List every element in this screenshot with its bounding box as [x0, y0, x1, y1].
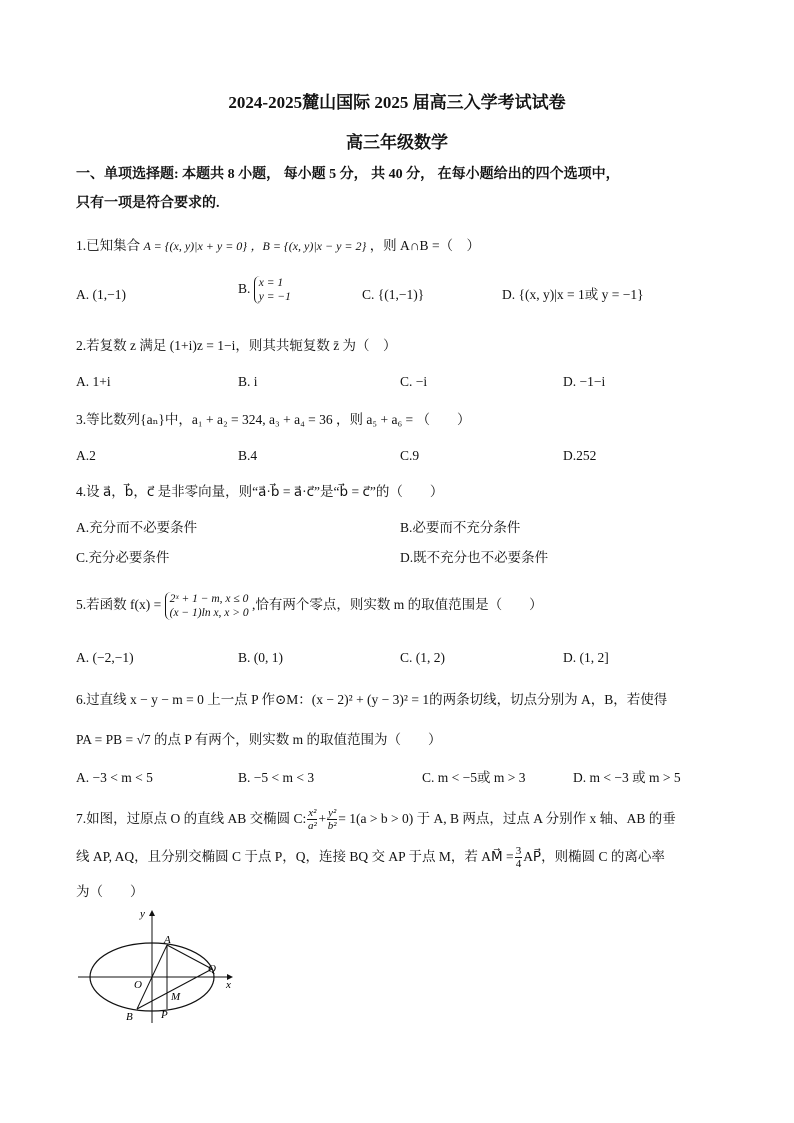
- q3-option-a[interactable]: A.2: [76, 448, 96, 463]
- q1-option-d[interactable]: D. {(x, y)|x = 1或 y = −1}: [502, 287, 644, 302]
- q4-option-a[interactable]: A.充分而不必要条件: [76, 520, 198, 535]
- q7-ellipse-x-den: a²: [307, 820, 317, 833]
- label-b: B: [126, 1011, 133, 1023]
- question-1-stem: [76, 236, 734, 256]
- q5-case-1: 2ˣ + 1 − m, x ≤ 0: [169, 592, 249, 605]
- q1-option-b-row1: x = 1: [258, 277, 284, 289]
- q7-ratio-num: 3: [515, 845, 522, 858]
- q1-option-b-system: [254, 276, 291, 304]
- q2-option-d[interactable]: D. −1−i: [563, 374, 606, 389]
- q7-ellipse-x-term: [307, 807, 317, 832]
- q6-option-b[interactable]: B. −5 < m < 3: [238, 770, 315, 785]
- q7-line2-prefix: 线 AP, AQ，且分别交椭圆 C 于点 P，Q，连接 BQ 交 AP 于点 M，若 AM⃗ =: [76, 849, 514, 864]
- question-7-line1: 7.如图，过原点 O 的直线 AB 交椭圆 C: $\frac{\text{x²}}{\text{a²}}$ + $\frac{\text{y²}}{\text{b²}}$ = 1(a > b > 0) 于 A, B 两点，过点 A 分别作 x 轴、AB 的垂: [76, 807, 676, 833]
- question-4-stem: 4.设 a⃗，b⃗，c⃗ 是非零向量，则“a⃗·b⃗ = a⃗·c⃗”是“b⃗ = c⃗”的（ ）: [76, 484, 444, 499]
- question-7-line3: 为（ ）: [76, 884, 144, 899]
- label-q: Q: [208, 963, 216, 975]
- q2-option-b[interactable]: B. i: [238, 374, 258, 389]
- q2-option-a[interactable]: A. 1+i: [76, 374, 111, 389]
- question-5-stem: [76, 588, 734, 622]
- q7-line2-suffix: AP⃗，则椭圆 C 的离心率: [523, 849, 665, 864]
- label-p: P: [161, 1009, 168, 1021]
- q3-option-d[interactable]: D.252: [563, 448, 597, 463]
- q3-option-c[interactable]: C.9: [400, 448, 420, 463]
- q5-option-a[interactable]: A. (−2,−1): [76, 650, 134, 665]
- q5-case-2: (x − 1)ln x, x > 0: [169, 606, 249, 619]
- label-o: O: [134, 979, 142, 991]
- q4-option-b[interactable]: B.必要而不充分条件: [400, 520, 521, 535]
- q7-line1-suffix: = 1(a > b > 0) 于 A, B 两点，过点 A 分别作 x 轴、AB 的垂: [338, 811, 676, 826]
- q5-piecewise: [165, 592, 249, 620]
- q1-stem-prefix: 1.已知集合: [76, 238, 141, 253]
- label-a: A: [164, 934, 171, 946]
- q7-ellipse-y-den: b²: [327, 820, 337, 833]
- q6-option-a[interactable]: A. −3 < m < 5: [76, 770, 153, 785]
- q4-option-d[interactable]: D.既不充分也不必要条件: [400, 550, 549, 565]
- label-m: M: [171, 991, 181, 1003]
- q4-option-c[interactable]: C.充分必要条件: [76, 550, 170, 565]
- q5-stem-suffix: ,恰有两个零点，则实数 m 的取值范围是（ ）: [252, 597, 543, 612]
- q6-option-c[interactable]: C. m < −5或 m > 3: [422, 770, 526, 785]
- q1-option-b-row2: y = −1: [258, 291, 291, 303]
- exam-title: 2024-2025麓山国际 2025 届高三入学考试试卷: [228, 93, 566, 112]
- question-7-line2: [76, 842, 734, 872]
- q1-stem-suffix: ，则 A∩B =（ ）: [369, 238, 481, 253]
- q1-option-b-label: B.: [238, 281, 251, 297]
- label-y: y: [140, 908, 145, 920]
- q7-ellipse-y-num: y²: [328, 807, 337, 820]
- q1-option-b[interactable]: [238, 276, 291, 304]
- line-bq: [137, 969, 212, 1009]
- question-6-line1: 6.过直线 x − y − m = 0 上一点 P 作⊙M：(x − 2)² + (y − 3)² = 1的两条切线，切点分别为 A，B，若使得: [76, 692, 668, 707]
- q5-option-d[interactable]: D. (1, 2]: [563, 650, 609, 665]
- label-x: x: [226, 979, 231, 991]
- line-aq: [167, 945, 212, 969]
- q6-option-d[interactable]: D. m < −3 或 m > 5: [573, 770, 681, 785]
- q2-option-c[interactable]: C. −i: [400, 374, 428, 389]
- question-3-stem: 3.等比数列{aₙ}中，a₁ + a₂ = 324, a₃ + a₄ = 36 ，则 a₅ + a₆ = （ ）: [76, 412, 471, 427]
- question-6-line2: PA = PB = √7 的点 P 有两个，则实数 m 的取值范围为（ ）: [76, 732, 442, 747]
- q1-set-a: A = {(x, y)|x + y = 0}: [143, 239, 248, 253]
- q5-option-c[interactable]: C. (1, 2): [400, 650, 445, 665]
- q3-option-b[interactable]: B.4: [238, 448, 258, 463]
- q7-line1-prefix: 7.如图，过原点 O 的直线 AB 交椭圆 C:: [76, 811, 307, 826]
- q1-option-c[interactable]: C. {(1,−1)}: [362, 287, 425, 302]
- q7-ellipse-y-term: [327, 807, 337, 832]
- q7-ratio-den: 4: [515, 858, 522, 871]
- exam-subtitle: 高三年级数学: [346, 133, 448, 152]
- q7-ratio: [515, 845, 523, 870]
- q1-set-b: ，B = {(x, y)|x − y = 2}: [250, 239, 367, 253]
- section1-instruction-line2: 只有一项是符合要求的.: [76, 196, 220, 211]
- q5-stem-prefix: 5.若函数 f(x) =: [76, 597, 162, 612]
- q1-option-a[interactable]: A. (1,−1): [76, 287, 126, 302]
- q5-option-b[interactable]: B. (0, 1): [238, 650, 283, 665]
- question-2-stem: 2.若复数 z 满足 (1+i)z = 1−i，则其共轭复数 z̄ 为（ ）: [76, 338, 397, 353]
- q7-ellipse-figure: [76, 905, 246, 1025]
- q7-ellipse-x-num: x²: [308, 807, 317, 820]
- section1-instruction-line1: 一、单项选择题: 本题共 8 小题， 每小题 5 分， 共 40 分， 在每小题给出的四个选项中，: [76, 167, 620, 182]
